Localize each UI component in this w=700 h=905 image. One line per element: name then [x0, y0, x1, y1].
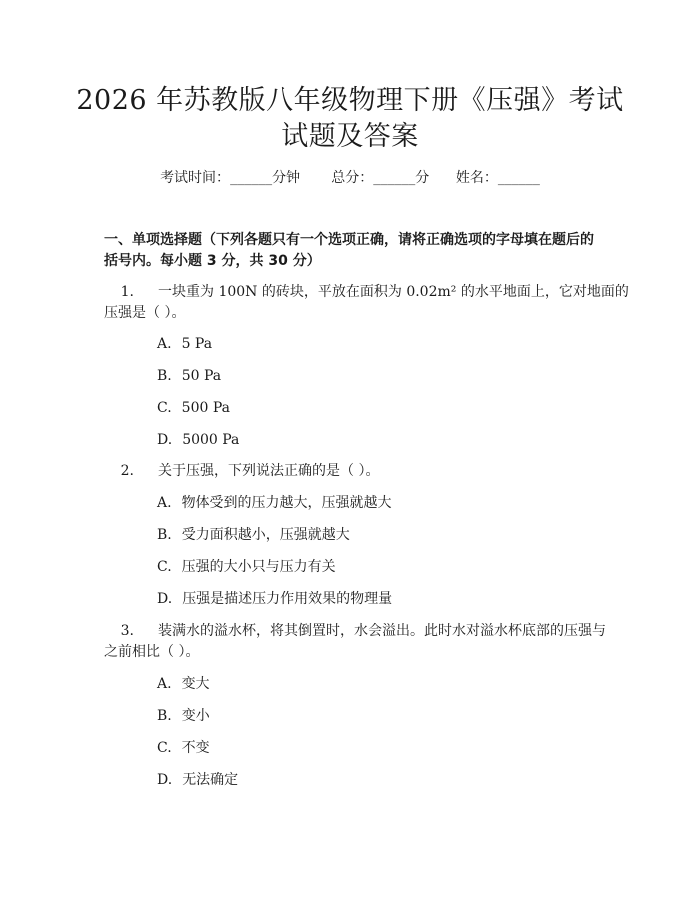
- exam-meta-line: [0, 168, 700, 188]
- option-3a: [157, 674, 597, 694]
- option-text: 压强是描述压力作用效果的物理量: [182, 591, 393, 607]
- option-letter: D.: [157, 432, 173, 448]
- option-2c: [157, 557, 597, 577]
- score-blank: ______: [373, 170, 416, 186]
- option-text: 变大: [181, 676, 210, 692]
- option-3d: [157, 770, 597, 790]
- page-title-line1: 2026 年苏教版八年级物理下册《压强》考试: [76, 85, 624, 116]
- question-number: 3.: [120, 623, 134, 639]
- option-1a: [157, 334, 597, 354]
- option-letter: A.: [157, 676, 172, 692]
- option-text: 压强的大小只与压力有关: [181, 559, 336, 575]
- section-heading-line1: 一、单项选择题（下列各题只有一个选项正确，请将正确选项的字母填在题后的: [104, 232, 594, 248]
- question-1-line2: 压强是（ ）。: [104, 305, 186, 321]
- option-letter: A.: [157, 495, 172, 511]
- question-2-line1: [104, 461, 604, 481]
- option-1b: [157, 366, 597, 386]
- option-2a: [157, 493, 597, 513]
- time-label: 考试时间：: [160, 170, 231, 186]
- question-text: 装满水的溢水杯，将其倒置时，水会溢出。此时水对溢水杯底部的压强与: [158, 623, 606, 639]
- option-letter: B.: [157, 527, 172, 543]
- option-3b: [157, 706, 597, 726]
- time-blank: ______: [230, 170, 273, 186]
- question-text: 一块重为 100N 的砖块，平放在面积为 0.02m² 的水平地面上，它对地面的: [158, 284, 629, 300]
- option-text: 5000 Pa: [182, 432, 240, 448]
- option-3c: [157, 738, 597, 758]
- option-letter: A.: [157, 336, 172, 352]
- option-letter: B.: [157, 368, 172, 384]
- option-text: 不变: [181, 740, 210, 756]
- option-letter: C.: [157, 559, 172, 575]
- option-letter: D.: [157, 772, 173, 788]
- question-text: 关于压强，下列说法正确的是（ ）。: [158, 463, 380, 479]
- option-text: 50 Pa: [181, 368, 222, 384]
- option-2d: [157, 589, 597, 609]
- option-text: 受力面积越小，压强就越大: [181, 527, 350, 543]
- option-text: 5 Pa: [181, 336, 213, 352]
- option-letter: B.: [157, 708, 172, 724]
- option-letter: D.: [157, 591, 173, 607]
- option-1c: [157, 398, 597, 418]
- option-letter: C.: [157, 740, 172, 756]
- score-unit: 分: [415, 170, 430, 186]
- section-heading-line2: 括号内。每小题 3 分，共 30 分）: [104, 253, 321, 269]
- name-blank: ______: [497, 170, 540, 186]
- question-3-line2: 之前相比（ ）。: [104, 644, 200, 660]
- name-label: 姓名：: [455, 170, 498, 186]
- option-text: 变小: [181, 708, 210, 724]
- option-2b: [157, 525, 597, 545]
- page-title-line2: 试题及答案: [281, 121, 419, 152]
- score-label: 总分：: [331, 170, 374, 186]
- question-1-line1: [104, 282, 629, 302]
- question-number: 2.: [120, 463, 134, 479]
- question-3-line1: [104, 621, 604, 641]
- option-letter: C.: [157, 400, 172, 416]
- option-text: 物体受到的压力越大，压强就越大: [181, 495, 392, 511]
- time-unit: 分钟: [272, 170, 301, 186]
- option-text: 无法确定: [182, 772, 239, 788]
- option-text: 500 Pa: [181, 400, 230, 416]
- option-1d: [157, 430, 597, 450]
- question-number: 1.: [120, 284, 134, 300]
